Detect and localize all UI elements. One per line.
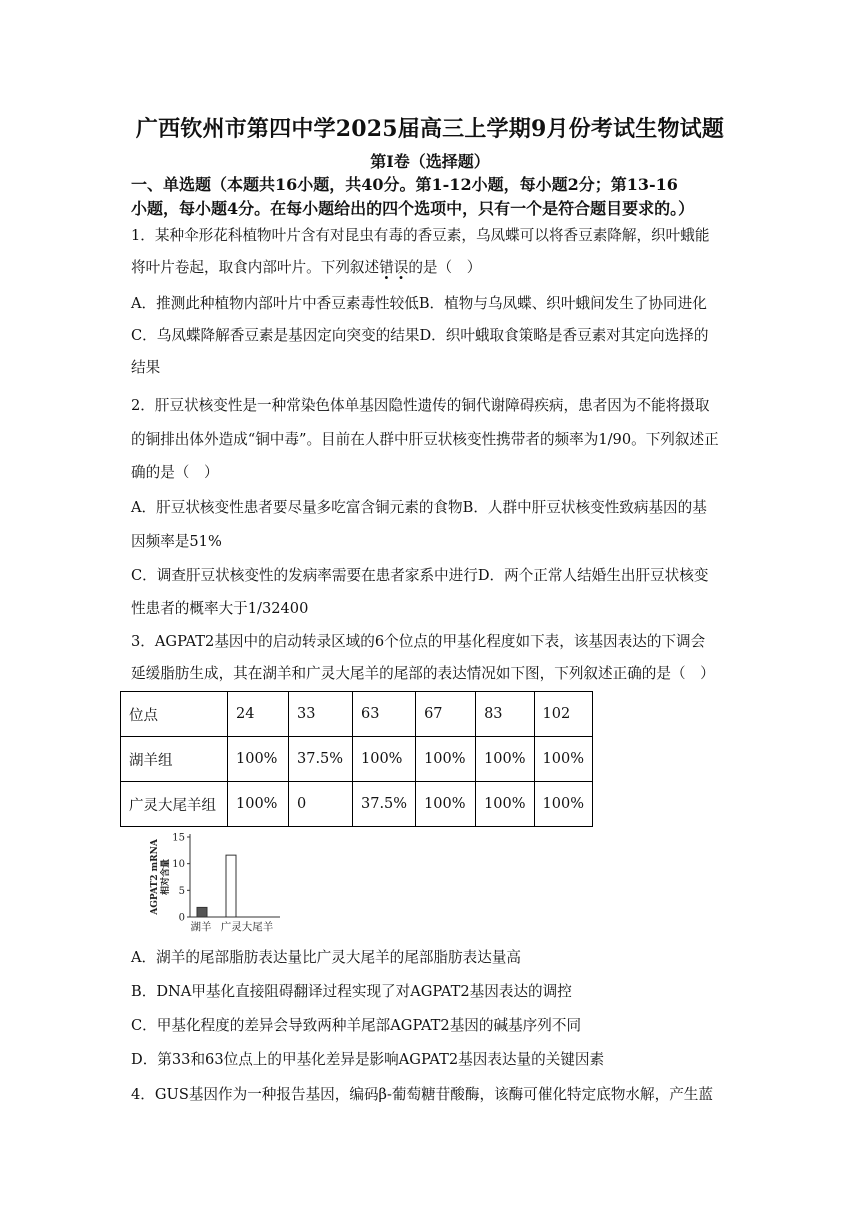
q3-stem-line2: 延缓脂肪生成，其在湖羊和广灵大尾羊的尾部的表达情况如下图，下列叙述正确的是（ ） [131,665,715,682]
table-row [121,782,593,827]
q2-stem-line3: 确的是（ ） [131,464,219,481]
q2-option-cd: C．调查肝豆状核变性的发病率需要在患者家系中进行D．两个正常人结婚生出肝豆状核变 [131,567,709,584]
table-cell: 广灵大尾羊组 [121,782,228,827]
table-cell: 100% [476,737,534,782]
y-axis-label-line1: AGPAT2 mRNA [150,839,160,915]
x-category-label: 湖羊 [190,921,212,933]
y-tick-label: 10 [172,859,185,871]
table-cell: 100% [228,737,289,782]
y-tick-label: 15 [172,832,185,844]
q2-stem-line2: 的铜排出体外造成“铜中毒”。目前在人群中肝豆状核变性携带者的频率为1/90。下列叙述正 [131,431,719,448]
exam-title: 广西钦州市第四中学2025届高三上学期9月份考试生物试题 [135,116,725,142]
table-cell: 33 [289,692,353,737]
table-cell: 100% [534,782,592,827]
emphasis-char-1: 错 [379,259,394,276]
agpat2-bar-chart [140,830,290,938]
q3-option-d: D．第33和63位点上的甲基化差异是影响AGPAT2基因表达量的关键因素 [131,1051,605,1068]
emphasis-char-2: 误 [393,259,409,276]
q1-option-ab: A．推测此种植物内部叶片中香豆素毒性较低B．植物与乌凤蝶、织叶蛾间发生了协同进化 [131,295,707,312]
q1-option-cd: C．乌凤蝶降解香豆素是基因定向突变的结果D．织叶蛾取食策略是香豆素对其定向选择的 [131,327,709,344]
bar [197,907,207,917]
q3-option-a: A．湖羊的尾部脂肪表达量比广灵大尾羊的尾部脂肪表达量高 [131,949,521,966]
q2-option-cd-cont: 性患者的概率大于1/32400 [131,600,309,617]
part-heading-line1: 一、单选题（本题共16小题，共40分。第1-12小题，每小题2分；第13-16 [131,175,678,194]
table-cell: 湖羊组 [121,737,228,782]
table-header-row [121,692,593,737]
x-category-label: 广灵大尾羊 [220,921,274,933]
y-axis-label [150,838,171,916]
y-axis-label-line2: 相对含量 [161,858,171,896]
table-row [121,737,593,782]
table-cell: 100% [534,737,592,782]
q1-stem-post: 的是（ ） [408,259,482,276]
q1-stem-line2 [131,258,481,278]
q3-stem-line1: 3．AGPAT2基因中的启动转录区域的6个位点的甲基化程度如下表，该基因表达的下调会 [131,633,706,650]
table-cell: 位点 [121,692,228,737]
table-cell: 63 [353,692,416,737]
section-heading: 第Ⅰ卷（选择题） [370,152,490,171]
y-axis-ticks [172,833,190,924]
table-cell: 100% [228,782,289,827]
q2-stem-line1: 2．肝豆状核变性是一种常染色体单基因隐性遗传的铜代谢障碍疾病，患者因为不能将摄取 [131,397,710,414]
table-cell: 100% [353,737,416,782]
methylation-table [120,691,593,827]
q1-stem-pre: 将叶片卷起，取食内部叶片。下列叙述 [131,259,380,276]
x-axis-categories [191,920,274,933]
q4-stem-line1: 4．GUS基因作为一种报告基因，编码β-葡萄糖苷酸酶，该酶可催化特定底物水解，产生蓝 [131,1086,713,1103]
table-cell: 102 [534,692,592,737]
table-cell: 100% [476,782,534,827]
part-heading-line2: 小题，每小题4分。在每小题给出的四个选项中，只有一个是符合题目要求的。） [131,199,695,218]
bar [226,855,236,917]
table-cell: 83 [476,692,534,737]
y-tick-label: 5 [178,885,185,897]
chart-bars [197,855,236,917]
q2-option-ab: A．肝豆状核变性患者要尽量多吃富含铜元素的食物B．人群中肝豆状核变性致病基因的基 [131,499,707,516]
table-cell: 0 [289,782,353,827]
table-cell: 37.5% [289,737,353,782]
q3-option-b: B．DNA甲基化直接阻碍翻译过程实现了对AGPAT2基因表达的调控 [131,983,572,1000]
q1-stem-line1: 1．某种伞形花科植物叶片含有对昆虫有毒的香豆素，乌凤蝶可以将香豆素降解，织叶蛾能 [131,227,710,244]
table-cell: 67 [416,692,476,737]
table-cell: 100% [416,782,476,827]
y-tick-label: 0 [178,912,185,924]
q3-option-c: C．甲基化程度的差异会导致两种羊尾部AGPAT2基因的碱基序列不同 [131,1017,582,1034]
table-cell: 100% [416,737,476,782]
q1-option-cd-cont: 结果 [131,359,161,376]
q2-option-ab-cont: 因频率是51% [131,533,222,550]
table-cell: 37.5% [353,782,416,827]
table-cell: 24 [228,692,289,737]
